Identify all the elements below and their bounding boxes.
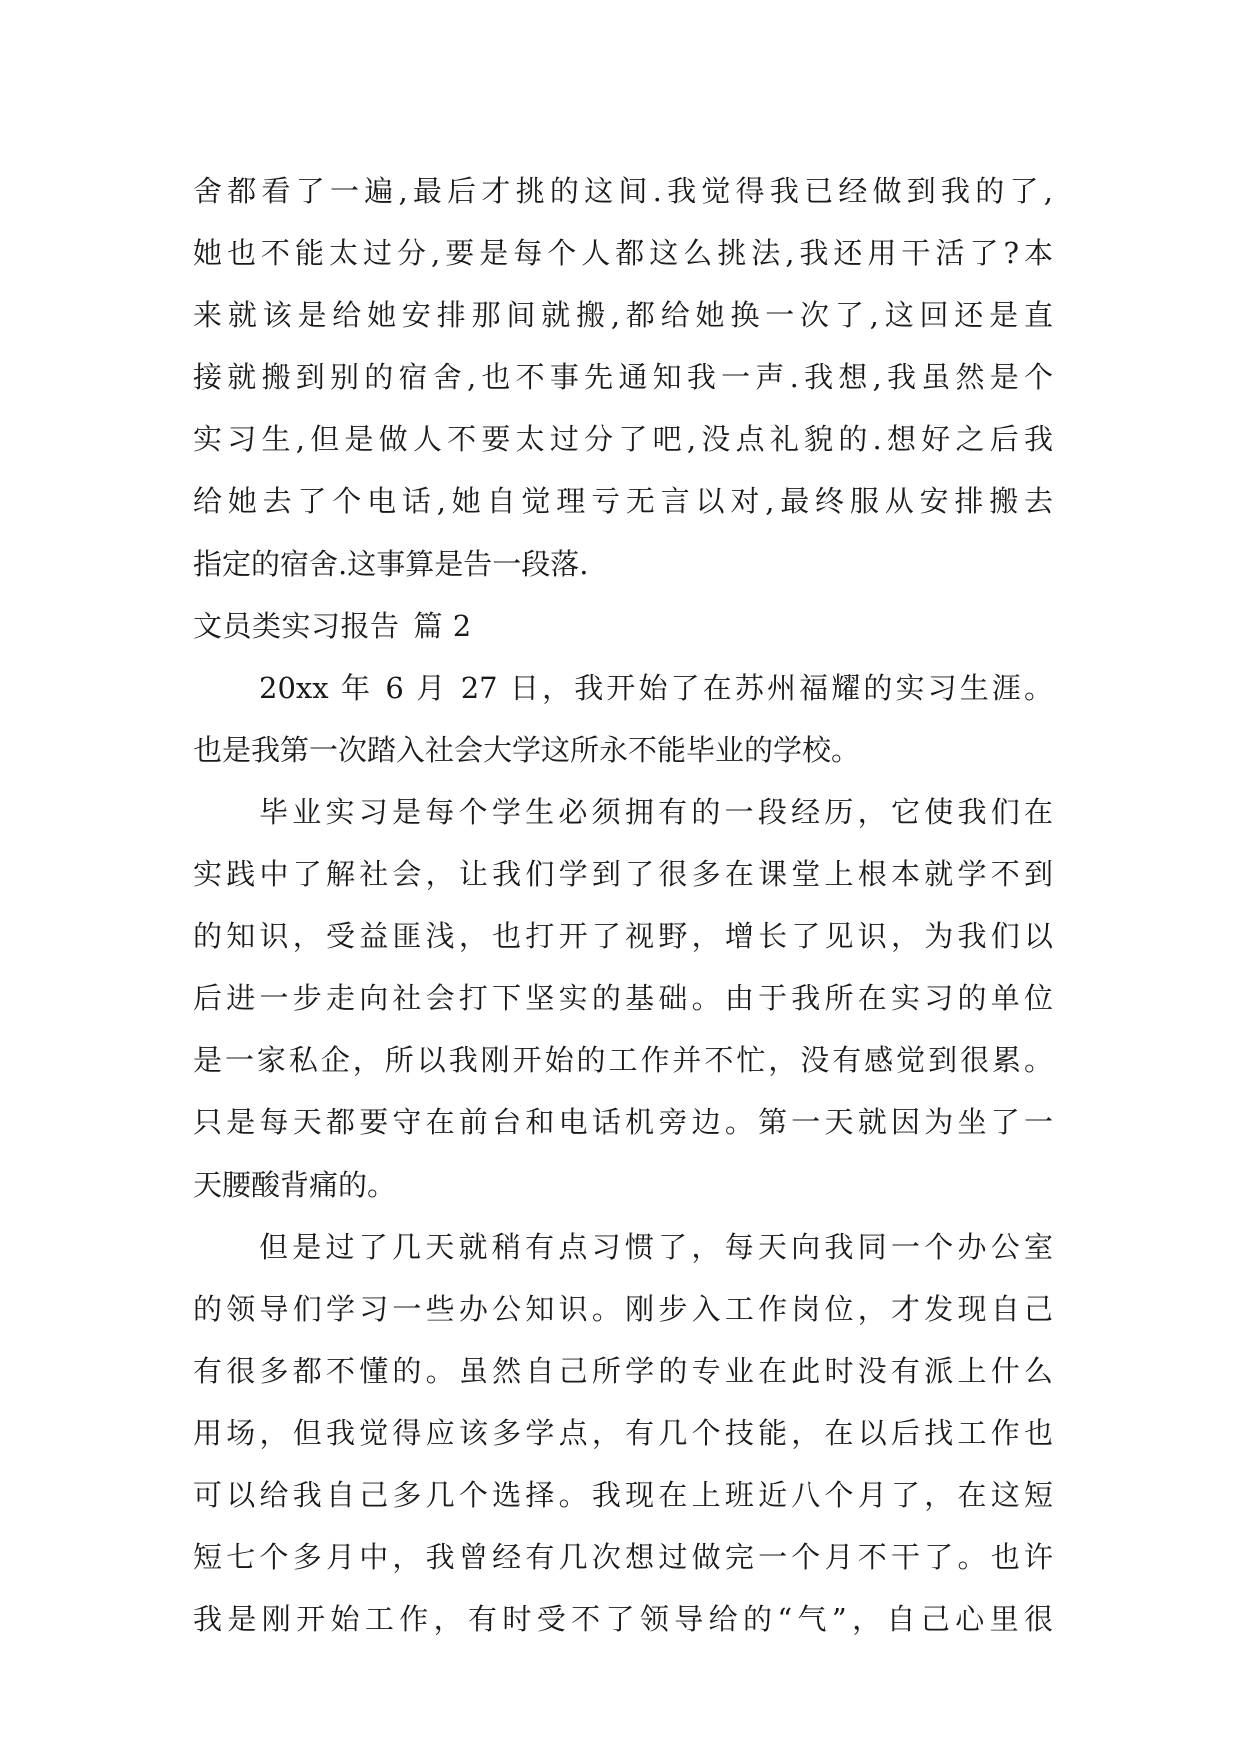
text-line: 有很多都不懂的。虽然自己所学的专业在此时没有派上什么 <box>193 1353 1053 1388</box>
text-line: 她也不能太过分,要是每个人都这么挑法,我还用干活了?本 <box>193 236 1053 271</box>
section-heading <box>193 595 1053 657</box>
text-line: 也是我第一次踏入社会大学这所永不能毕业的学校。 <box>193 732 861 767</box>
paragraph-3 <box>193 1216 1053 1651</box>
text-line: 给她去了个电话,她自觉理亏无言以对,最终服从安排搬去 <box>193 484 1053 519</box>
text-line: 用场，但我觉得应该多学点，有几个技能，在以后找工作也 <box>193 1415 1053 1450</box>
text-line: 实习生,但是做人不要太过分了吧,没点礼貌的.想好之后我 <box>193 422 1053 457</box>
text-line: 20xx 年 6 月 27 日，我开始了在苏州福耀的实习生涯。 <box>259 670 1053 705</box>
text-line: 但是过了几天就稍有点习惯了，每天向我同一个办公室 <box>259 1229 1053 1264</box>
text-line: 短七个多月中，我曾经有几次想过做完一个月不干了。也许 <box>193 1540 1053 1575</box>
text-line: 只是每天都要守在前台和电话机旁边。第一天就因为坐了一 <box>193 1105 1053 1140</box>
text-line: 是一家私企，所以我刚开始的工作并不忙，没有感觉到很累。 <box>193 1043 1053 1078</box>
text-line: 接就搬到别的宿舍,也不事先通知我一声.我想,我虽然是个 <box>193 360 1053 395</box>
section-title: 文员类实习报告 <box>193 608 400 643</box>
text-line: 舍都看了一遍,最后才挑的这间.我觉得我已经做到我的了, <box>193 174 1053 208</box>
text-line: 指定的宿舍.这事算是告一段落. <box>193 546 589 581</box>
text-line: 来就该是给她安排那间就搬,都给她换一次了,这回还是直 <box>193 298 1053 333</box>
continued-paragraph <box>193 160 1053 595</box>
document-body <box>193 160 1053 1650</box>
paragraph-1 <box>193 657 1053 781</box>
paragraph-2 <box>193 781 1053 1216</box>
text-line: 实践中了解社会，让我们学到了很多在课堂上根本就学不到 <box>193 857 1053 892</box>
section-label: 篇 2 <box>413 608 472 643</box>
text-line: 毕业实习是每个学生必须拥有的一段经历，它使我们在 <box>259 794 1053 829</box>
text-line: 天腰酸背痛的。 <box>193 1167 397 1202</box>
text-line: 可以给我自己多几个选择。我现在上班近八个月了，在这短 <box>193 1477 1053 1512</box>
text-line: 我是刚开始工作，有时受不了领导给的“气”，自己心里很 <box>193 1602 1053 1637</box>
text-line: 后进一步走向社会打下坚实的基础。由于我所在实习的单位 <box>193 981 1053 1016</box>
text-line: 的知识，受益匪浅，也打开了视野，增长了见识，为我们以 <box>193 919 1053 954</box>
text-line: 的领导们学习一些办公知识。刚步入工作岗位，才发现自己 <box>193 1291 1053 1326</box>
